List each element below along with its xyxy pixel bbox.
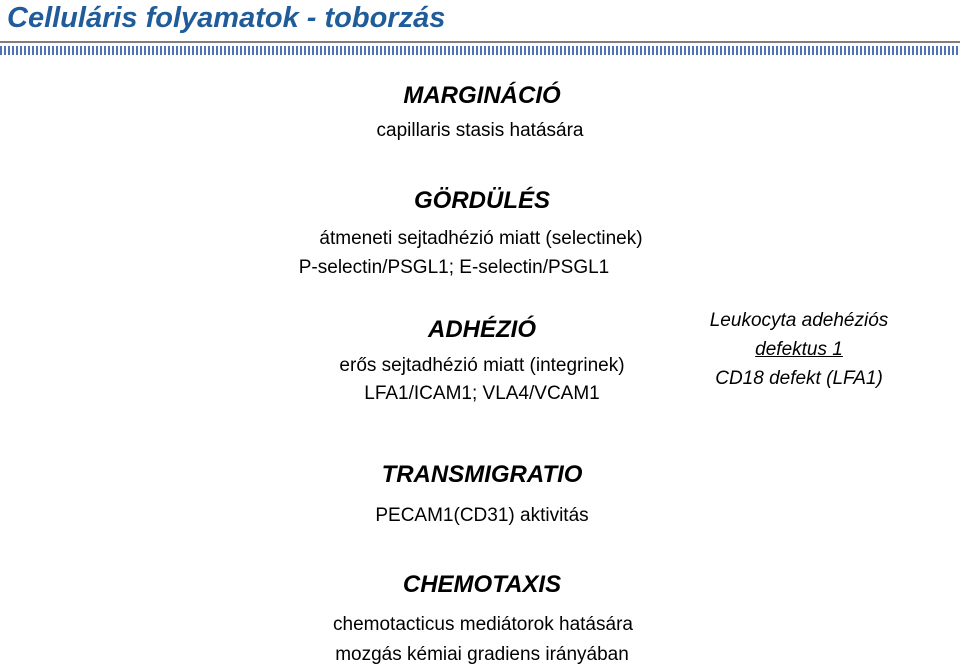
adhezio-line-2: LFA1/ICAM1; VLA4/VCAM1 (364, 383, 600, 404)
slide-title: Celluláris folyamatok - toborzás (7, 2, 446, 34)
side-note-line-2: defektus 1 (755, 339, 843, 360)
heading-adhezio: ADHÉZIÓ (428, 316, 536, 343)
chemotaxis-line-1: chemotacticus mediátorok hatására (333, 614, 633, 635)
title-divider (0, 41, 960, 43)
title-divider-pattern (0, 46, 960, 55)
side-note-line-1: Leukocyta adehéziós (709, 310, 889, 331)
heading-transmigratio: TRANSMIGRATIO (381, 461, 583, 488)
gordules-line-2: P-selectin/PSGL1; E-selectin/PSGL1 (298, 257, 610, 278)
heading-marginacio: MARGINÁCIÓ (403, 82, 561, 109)
side-note-line-3: CD18 defekt (LFA1) (715, 368, 883, 389)
heading-gordules: GÖRDÜLÉS (413, 187, 551, 214)
marginacio-line-1: capillaris stasis hatására (376, 120, 584, 141)
gordules-line-1: átmeneti sejtadhézió miatt (selectinek) (319, 228, 643, 249)
transmigratio-line-1: PECAM1(CD31) aktivitás (375, 505, 589, 526)
chemotaxis-line-2: mozgás kémiai gradiens irányában (335, 644, 629, 665)
heading-chemotaxis: CHEMOTAXIS (402, 571, 562, 598)
adhezio-line-1: erős sejtadhézió miatt (integrinek) (339, 355, 625, 376)
